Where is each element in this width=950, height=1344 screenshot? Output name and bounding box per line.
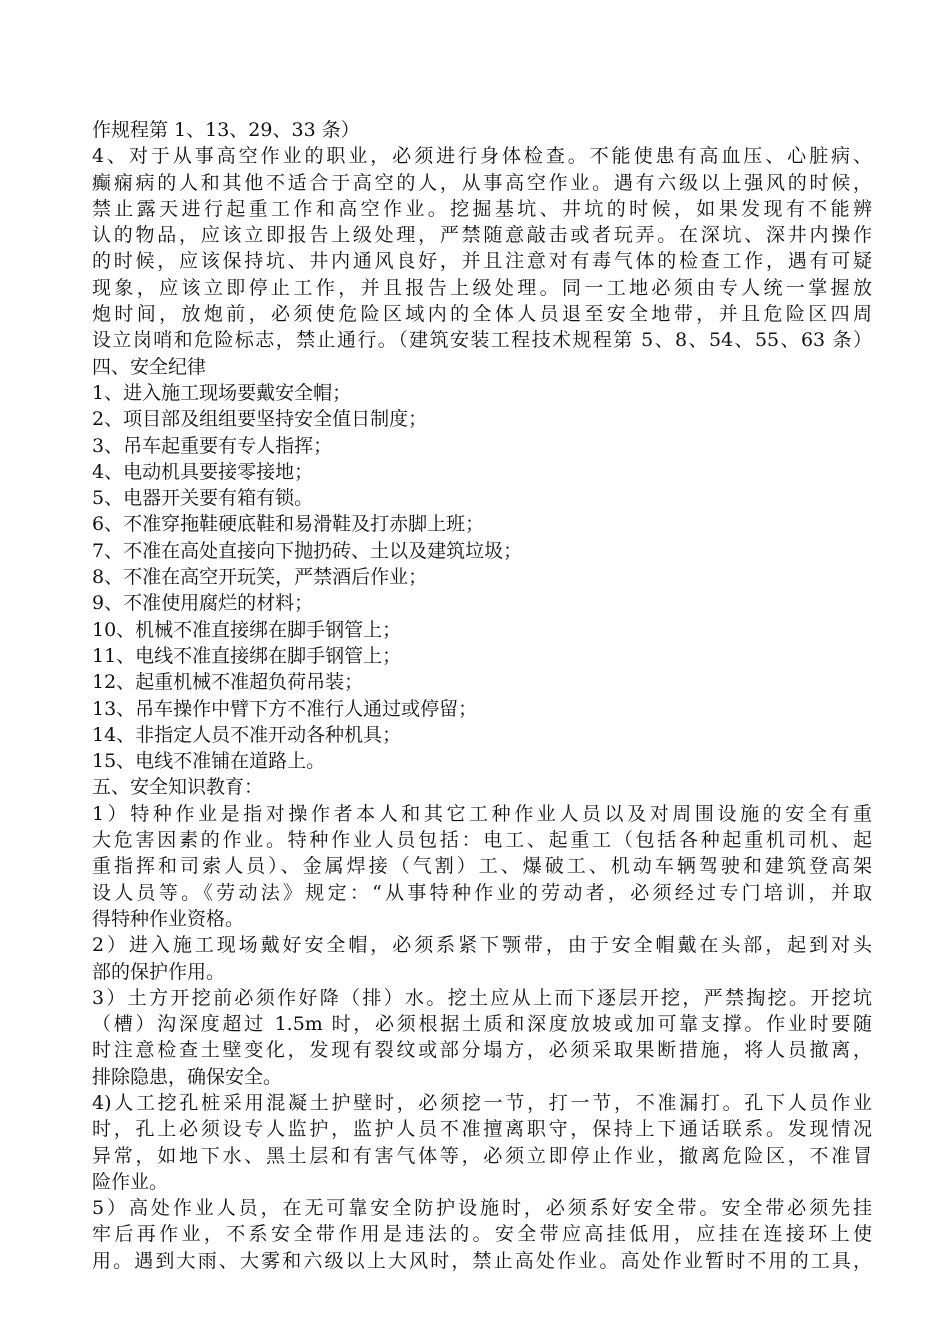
list-item: 13、吊车操作中臂下方不准行人通过或停留； [92, 697, 478, 720]
text-line: 牢后再作业，不系安全带作用是违法的。安全带应高挂低用，应挂在连接环上使 [92, 1223, 872, 1246]
text-line: 重指挥和司索人员）、金属焊接（气割）工、爆破工、机动车辆驾驶和建筑登高架 [92, 855, 872, 878]
text-line: 2）进入施工现场戴好安全帽，必须系紧下颚带，由于安全帽戴在头部，起到对头 [92, 934, 872, 957]
text-line: 炮时间，放炮前，必须使危险区域内的全体人员退至安全地带，并且危险区四周 [92, 303, 872, 326]
text-line: 时注意检查土壁变化，发现有裂纹或部分塌方，必须采取果断措施，将人员撤离， [92, 1039, 872, 1062]
list-item: 2、项目部及组组要坚持安全值日制度； [92, 408, 428, 431]
text-line: 现象，应该立即停止工作，并且报告上级处理。同一工地必须由专人统一掌握放 [92, 276, 872, 299]
text-line: 禁止露天进行起重工作和高空作业。挖掘基坑、井坑的时候，如果发现有不能辨 [92, 197, 872, 220]
education-paragraph-5 [92, 1195, 872, 1274]
text-line: 作规程第 1、13、29、33 条） [92, 119, 360, 141]
text-line: 排除隐患，确保安全。 [92, 1065, 283, 1088]
text-line: 的时候，应该保持坑、井内通风良好，并且注意对有毒气体的检查工作，遇有可疑 [92, 250, 872, 273]
list-item: 12、起重机械不准超负荷吊装； [92, 671, 364, 694]
text-line: 4、对于从事高空作业的职业，必须进行身体检查。不能使患有高血压、心脏病、 [92, 145, 872, 168]
text-line: 3）土方开挖前必须作好降（排）水。挖土应从上而下逐层开挖，严禁掏挖。开挖坑 [92, 986, 872, 1009]
text-line: 5）高处作业人员，在无可靠安全防护设施时，必须系好安全带。安全带必须先挂 [92, 1197, 872, 1220]
text-line: 部的保护作用。 [92, 960, 226, 983]
document-page [92, 117, 872, 1274]
text-line: 用。遇到大雨、大雾和六级以上大风时，禁止高处作业。高处作业暂时不用的工具， [92, 1249, 872, 1272]
text-line: 癫痫病的人和其他不适合于高空的人，从事高空作业。遇有六级以上强风的时候， [92, 171, 872, 194]
text-line: 设人员等。《劳动法》规定：“从事特种作业的劳动者，必须经过专门培训，并取 [92, 881, 872, 904]
education-paragraph-3 [92, 985, 872, 1090]
safety-discipline-list [92, 380, 872, 774]
list-item: 11、电线不准直接绑在脚手钢管上； [92, 644, 402, 667]
list-item: 5、电器开关要有箱有锁。 [92, 487, 314, 510]
safety-discipline-heading: 四、安全纪律 [92, 355, 207, 378]
list-item: 1、进入施工现场要戴安全帽； [92, 381, 352, 404]
list-item: 8、不准在高空开玩笑，严禁酒后作业； [92, 566, 428, 589]
text-line: 得特种作业资格。 [92, 907, 245, 930]
education-paragraph-4 [92, 1090, 872, 1195]
text-line: 1）特种作业是指对操作者本人和其它工种作业人员以及对周围设施的安全有重 [92, 802, 872, 825]
text-line: 4)人工挖孔桩采用混凝土护壁时，必须挖一节，打一节，不准漏打。孔下人员作业 [92, 1091, 872, 1114]
text-line: 异常，如地下水、黑土层和有害气体等，必须立即停止作业，撤离危险区，不准冒 [92, 1144, 872, 1167]
list-item: 6、不准穿拖鞋硬底鞋和易滑鞋及打赤脚上班； [92, 513, 485, 536]
safety-education-heading: 五、安全知识教育： [92, 776, 264, 799]
list-item: 10、机械不准直接绑在脚手钢管上； [92, 618, 402, 641]
list-item: 15、电线不准铺在道路上。 [92, 750, 326, 773]
list-item: 14、非指定人员不准开动各种机具； [92, 723, 402, 746]
list-item: 9、不准使用腐烂的材料； [92, 592, 314, 615]
list-item: 7、不准在高处直接向下抛扔砖、土以及建筑垃圾； [92, 539, 523, 562]
education-paragraph-2 [92, 932, 872, 985]
text-line: 时，孔上必须设专人监护，监护人员不准擅离职守，保持上下通话联系。发现情况 [92, 1118, 872, 1141]
education-paragraph-1 [92, 801, 872, 932]
list-item: 4、电动机具要接零接地； [92, 460, 314, 483]
list-item: 3、吊车起重要有专人指挥； [92, 434, 333, 457]
text-line: 大危害因素的作业。特种作业人员包括：电工、起重工（包括各种起重机司机、起 [92, 829, 872, 852]
intro-paragraph [92, 117, 872, 143]
text-line: （槽）沟深度超过 1.5m 时，必须根据土质和深度放坡或加可靠支撑。作业时要随 [92, 1013, 872, 1036]
text-line: 设立岗哨和危险标志，禁止通行。（建筑安装工程技术规程第 5、8、54、55、63 条） [92, 329, 872, 352]
text-line: 险作业。 [92, 1170, 169, 1193]
text-line: 认的物品，应该立即报告上级处理，严禁随意敲击或者玩弄。在深坑、深井内操作 [92, 224, 872, 247]
section-4-paragraph [92, 143, 872, 353]
